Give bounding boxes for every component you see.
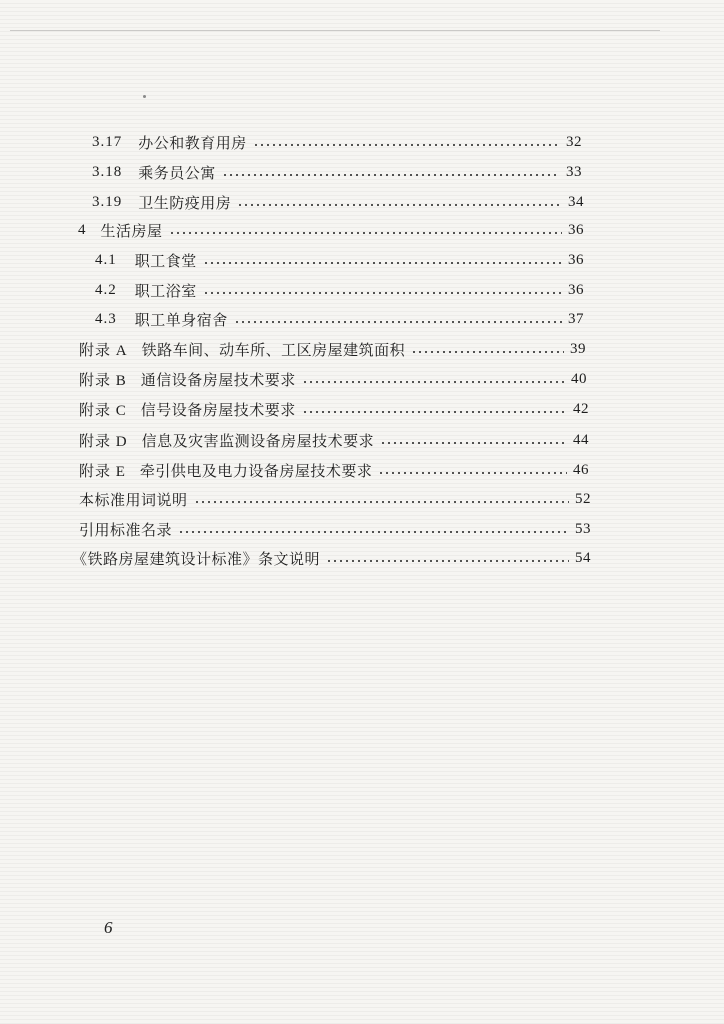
toc-entry-page: 37 xyxy=(568,310,584,327)
toc-entry-label: 职工单身宿舍 xyxy=(134,310,228,329)
dot-leader xyxy=(237,204,562,206)
toc-entry-page: 53 xyxy=(575,520,591,537)
dot-leader xyxy=(169,232,562,234)
toc-entry-appendix-c xyxy=(79,397,589,421)
toc-entry-label: 《铁路房屋建筑设计标准》条文说明 xyxy=(72,549,321,568)
toc-entry-page: 32 xyxy=(566,133,582,150)
toc-entry-appendix-b xyxy=(79,367,587,391)
dot-leader xyxy=(203,292,562,294)
dot-leader xyxy=(234,321,562,323)
dot-leader xyxy=(178,531,569,533)
toc-entry-label: 职工食堂 xyxy=(134,251,197,270)
toc-entry-number: 附录 D xyxy=(79,433,128,450)
toc-entry-page: 39 xyxy=(570,340,586,357)
toc-entry-number: 附录 A xyxy=(79,342,128,359)
toc-entry-label: 乘务员公寓 xyxy=(138,163,216,182)
toc-entry-label: 信号设备房屋技术要求 xyxy=(140,400,296,419)
toc-entry-label: 牵引供电及电力设备房屋技术要求 xyxy=(139,461,373,480)
toc-entry-number: 附录 C xyxy=(79,402,127,419)
toc-entry-label: 引用标准名录 xyxy=(79,520,173,539)
toc-entry-page: 52 xyxy=(575,490,591,507)
toc-entry-terms xyxy=(79,487,591,511)
page-number: 6 xyxy=(104,918,113,937)
toc-entry-number: 附录 B xyxy=(79,372,127,389)
toc-entry-page: 54 xyxy=(575,549,591,566)
dot-leader xyxy=(326,560,569,562)
toc-entry-label: 铁路车间、动车所、工区房屋建筑面积 xyxy=(141,340,406,359)
dot-leader xyxy=(302,381,565,383)
toc-entry-appendix-d xyxy=(79,428,589,452)
toc-entry-number: 3.19 xyxy=(92,193,123,210)
toc-entry-4-2 xyxy=(95,278,584,302)
toc-entry-4-3 xyxy=(95,307,584,331)
toc-entry-label: 通信设备房屋技术要求 xyxy=(140,370,296,389)
dot-leader xyxy=(378,472,567,474)
toc-entry-3-17 xyxy=(92,130,582,154)
toc-entry-number: 4.3 xyxy=(95,310,117,327)
dot-leader xyxy=(194,501,569,503)
toc-entry-appendix-e xyxy=(79,458,589,482)
dot-leader xyxy=(380,442,567,444)
toc-entry-page: 34 xyxy=(568,193,584,210)
toc-entry-3-18 xyxy=(92,160,582,184)
toc-entry-page: 33 xyxy=(566,163,582,180)
dot-leader xyxy=(302,411,567,413)
toc-entry-number: 4.1 xyxy=(95,251,117,268)
toc-entry-label: 本标准用词说明 xyxy=(79,490,188,509)
toc-entry-3-19 xyxy=(92,190,584,214)
toc-entry-label: 信息及灾害监测设备房屋技术要求 xyxy=(141,431,375,450)
toc-entry-label: 办公和教育用房 xyxy=(138,133,247,152)
toc-entry-number: 3.18 xyxy=(92,163,123,180)
toc-entry-page: 36 xyxy=(568,251,584,268)
dot-leader xyxy=(203,262,562,264)
toc-entry-page: 46 xyxy=(573,461,589,478)
dot-leader xyxy=(411,351,564,353)
toc-entry-number: 3.17 xyxy=(92,133,123,150)
toc-entry-label: 卫生防疫用房 xyxy=(138,193,232,212)
toc-entry-page: 36 xyxy=(568,221,584,238)
toc-entry-label: 职工浴室 xyxy=(134,281,197,300)
toc-entry-page: 36 xyxy=(568,281,584,298)
toc-entry-label: 生活房屋 xyxy=(100,221,163,240)
toc-entry-number: 4 xyxy=(78,221,87,238)
toc-entry-page: 42 xyxy=(573,400,589,417)
toc-entry-appendix-a xyxy=(79,337,586,361)
toc-entry-number: 4.2 xyxy=(95,281,117,298)
dot-leader xyxy=(222,174,560,176)
toc-entry-number: 附录 E xyxy=(79,463,126,480)
toc-entry-explanation xyxy=(72,546,591,570)
dot-leader xyxy=(253,144,560,146)
toc-entry-page: 40 xyxy=(571,370,587,387)
toc-entry-references xyxy=(79,517,591,541)
toc-entry-4-1 xyxy=(95,248,584,272)
toc-entry-page: 44 xyxy=(573,431,589,448)
toc-entry-4 xyxy=(78,218,584,242)
